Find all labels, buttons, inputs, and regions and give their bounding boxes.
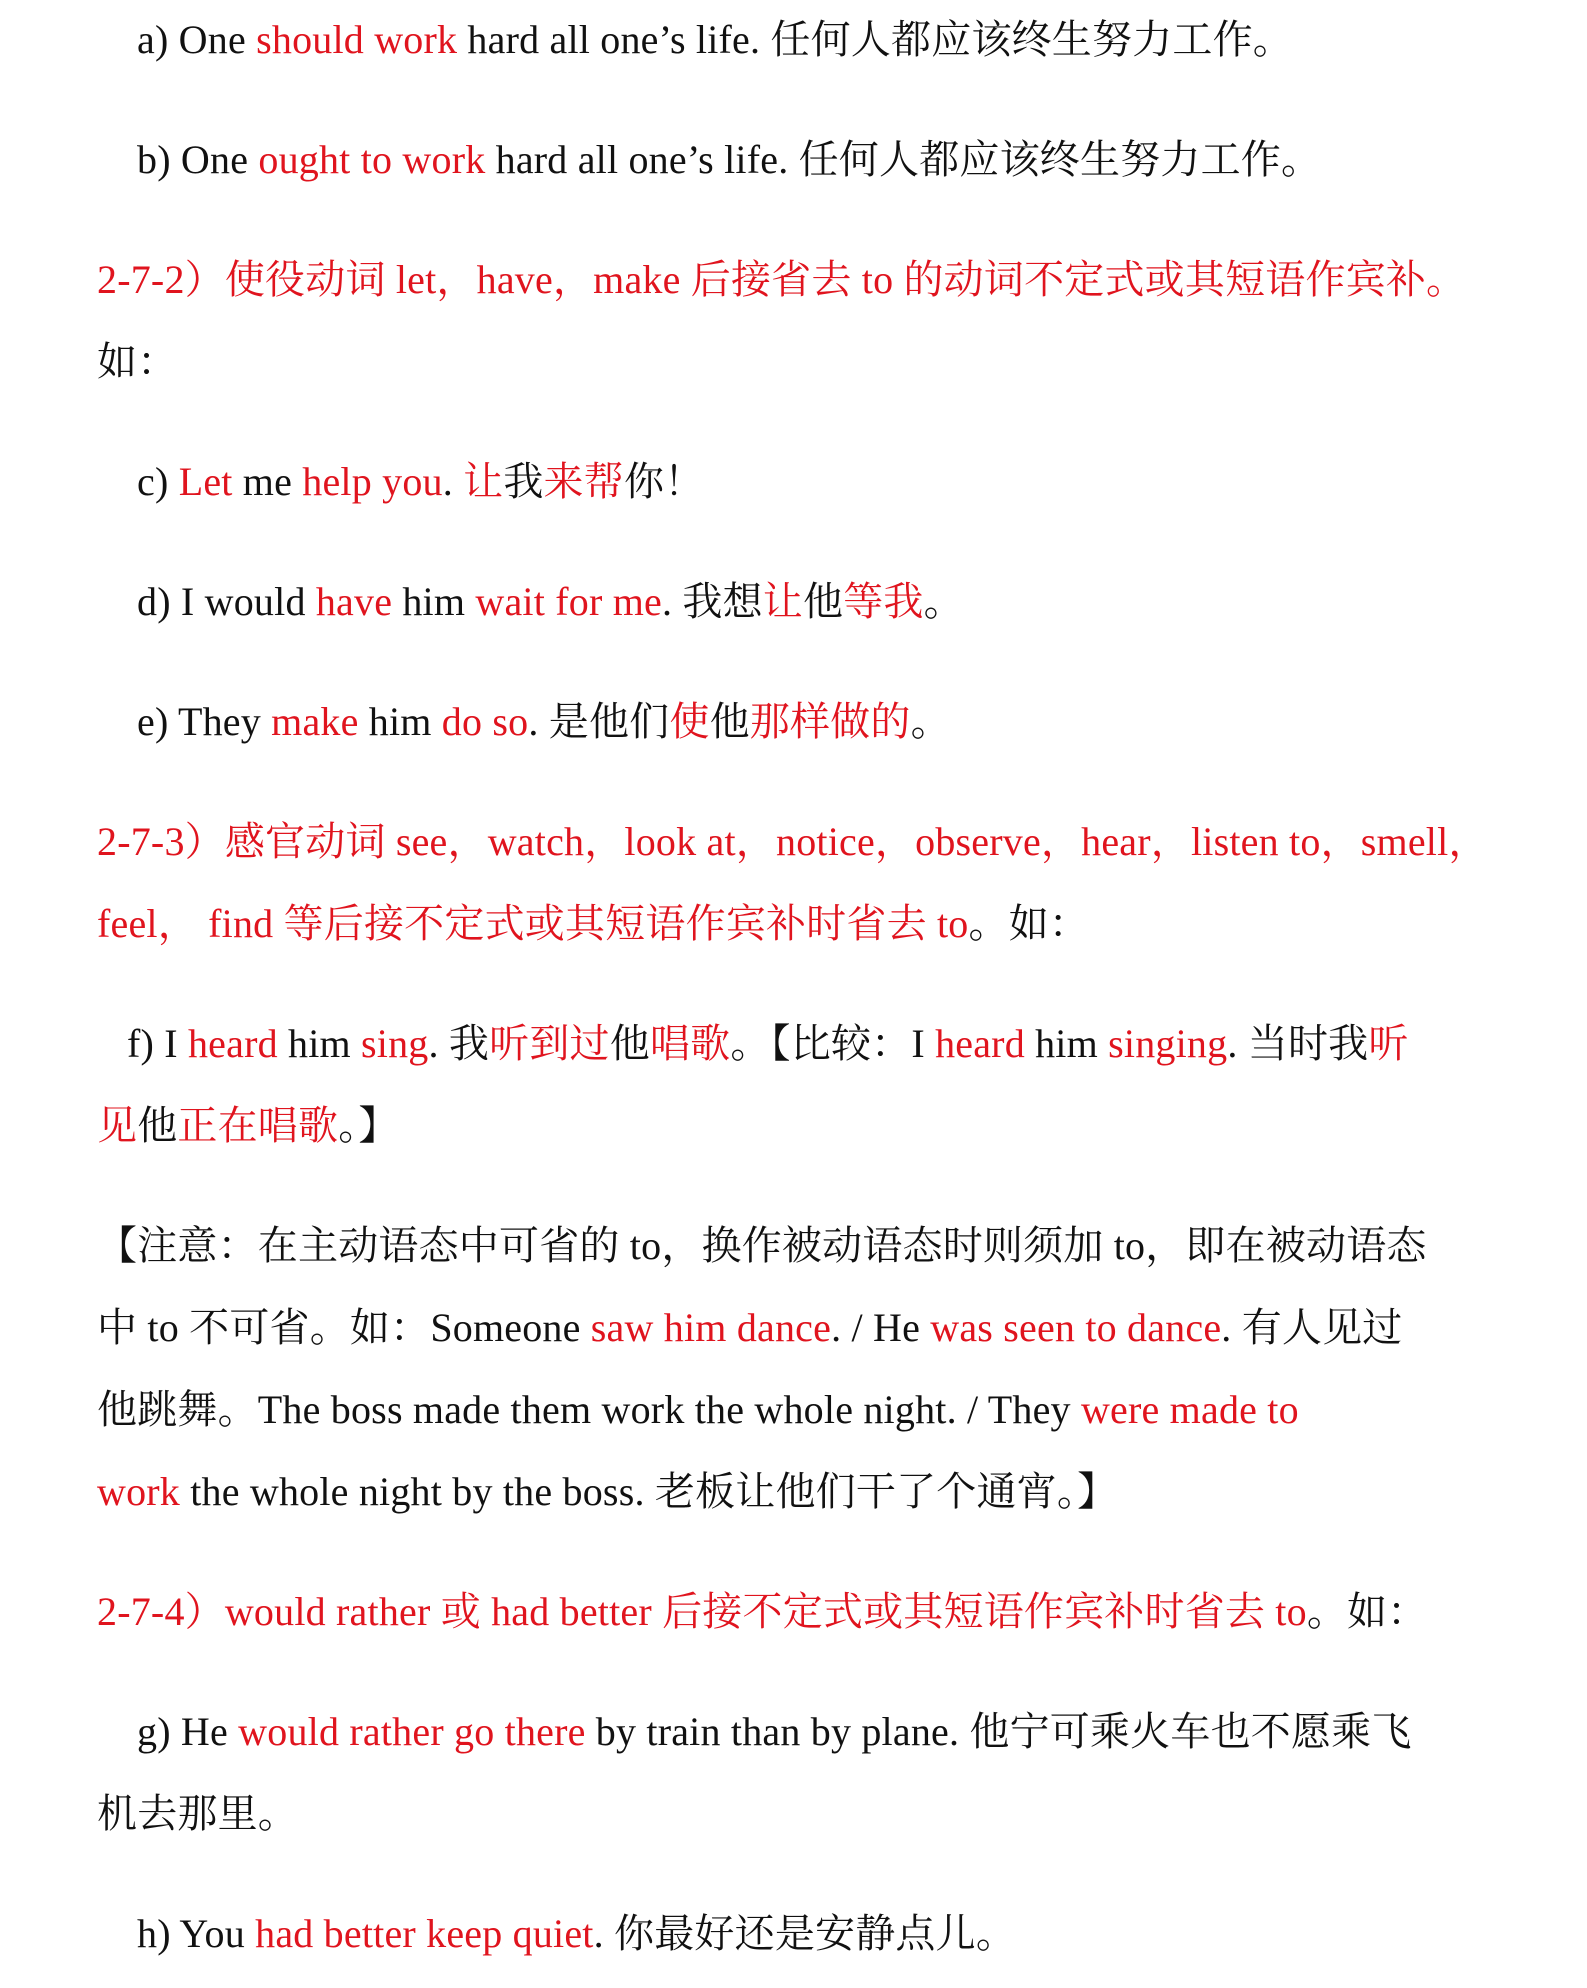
highlighted-text: 见 <box>97 1103 138 1148</box>
plain-text: 。 <box>910 699 951 744</box>
plain-text: . <box>442 459 464 504</box>
plain-text: ！ <box>664 459 705 504</box>
plain-text: . 我想 <box>661 579 763 624</box>
example-f <box>127 1018 1409 1070</box>
highlighted-text: heard <box>187 1021 278 1066</box>
plain-text: e) They <box>137 699 272 744</box>
example-b <box>137 134 1321 186</box>
plain-text: h) You <box>137 1911 256 1956</box>
plain-text: 。】 <box>338 1103 399 1148</box>
rule-2-7-2 <box>97 254 1466 306</box>
plain-text: 。如： <box>968 901 1090 946</box>
plain-text: him <box>1024 1021 1109 1066</box>
highlighted-text: 使 <box>669 699 710 744</box>
highlighted-text: should work <box>256 17 458 62</box>
highlighted-text: 来帮 <box>543 459 624 504</box>
highlighted-text: make <box>271 699 359 744</box>
highlighted-text: 让 <box>762 579 803 624</box>
note-line-4 <box>97 1466 1117 1518</box>
plain-text: c) <box>137 459 179 504</box>
plain-text: d) I would <box>137 579 316 624</box>
plain-text: 。【比较：I <box>730 1021 936 1066</box>
plain-text: me <box>232 459 303 504</box>
rule-2-7-3 <box>97 816 1489 868</box>
plain-text: 他 <box>802 579 844 624</box>
plain-text: by train than by plane. 他宁可乘火车也不愿乘飞 <box>585 1709 1412 1754</box>
highlighted-text: 那样做的 <box>749 699 911 744</box>
highlighted-text: do so <box>441 699 529 744</box>
rule-2-7-4 <box>97 1586 1427 1638</box>
plain-text: 他 <box>137 1103 178 1148</box>
highlighted-text: had better keep quiet <box>255 1911 594 1956</box>
plain-text: g) He <box>137 1709 239 1754</box>
plain-text: 我 <box>503 459 544 504</box>
note-line-3 <box>97 1384 1299 1436</box>
highlighted-text: heard <box>935 1021 1025 1066</box>
highlighted-text: feel， find 等后接不定式或其短语作宾补时省去 to <box>97 901 969 946</box>
plain-text: . 是他们 <box>528 699 670 744</box>
highlighted-text: singing <box>1108 1021 1228 1066</box>
plain-text: the whole night by the boss. 老板让他们干了个通宵。】 <box>180 1469 1118 1514</box>
example-d <box>137 576 964 628</box>
plain-text: him <box>277 1021 362 1066</box>
plain-text: . 有人见过 <box>1221 1305 1403 1350</box>
example-g-continuation <box>97 1788 298 1840</box>
plain-text: him <box>392 579 476 624</box>
plain-text: a) One <box>137 17 257 62</box>
plain-text: 【注意：在主动语态中可省的 to，换作被动语态时则须加 to，即在被动语态 <box>97 1223 1427 1268</box>
example-e <box>137 696 951 748</box>
highlighted-text: was seen to dance <box>930 1305 1222 1350</box>
plain-text: b) One <box>137 137 259 182</box>
plain-text: hard all one’s life. 任何人都应该终生努力工作。 <box>457 17 1294 62</box>
example-f-continuation <box>97 1100 399 1152</box>
plain-text: . 当时我 <box>1227 1021 1369 1066</box>
plain-text: 他 <box>609 1021 650 1066</box>
highlighted-text: 让 <box>463 459 504 504</box>
highlighted-text: Let <box>178 459 233 504</box>
plain-text: . 你最好还是安静点儿。 <box>593 1911 1017 1956</box>
plain-text: 机去那里。 <box>97 1791 298 1836</box>
highlighted-text: sing <box>361 1021 429 1066</box>
highlighted-text: 2-7-3）感官动词 see，watch，look at，notice，observe，hear，listen to，smell， <box>97 819 1489 864</box>
plain-text: 如： <box>97 339 178 384</box>
highlighted-text: would rather go there <box>238 1709 586 1754</box>
highlighted-text: saw him dance <box>590 1305 832 1350</box>
plain-text: . 我 <box>428 1021 490 1066</box>
plain-text: f) I <box>127 1021 188 1066</box>
example-h <box>137 1908 1016 1960</box>
highlighted-text: were made to <box>1080 1387 1299 1432</box>
highlighted-text: help you <box>302 459 443 504</box>
note-line-1 <box>97 1220 1427 1272</box>
highlighted-text: 唱歌 <box>649 1021 731 1066</box>
highlighted-text: wait for me <box>475 579 662 624</box>
highlighted-text: ought to work <box>258 137 486 182</box>
highlighted-text: 2-7-4）would rather 或 had better 后接不定式或其短语作宾补时省去 to <box>97 1589 1307 1634</box>
plain-text: 他跳舞。The boss made them work the whole night. / They <box>97 1387 1081 1432</box>
highlighted-text: 等我 <box>843 579 924 624</box>
example-a <box>137 14 1293 66</box>
highlighted-text: have <box>315 579 393 624</box>
rule-2-7-3-continuation <box>97 898 1089 950</box>
rule-2-7-2-continuation <box>97 336 177 388</box>
example-c <box>137 456 704 508</box>
plain-text: him <box>358 699 442 744</box>
highlighted-text: 正在唱歌 <box>177 1103 339 1148</box>
plain-text: 。 <box>923 579 964 624</box>
highlighted-text: 听到过 <box>489 1021 610 1066</box>
highlighted-text: 听 <box>1368 1021 1409 1066</box>
example-g <box>137 1706 1412 1758</box>
plain-text: hard all one’s life. 任何人都应该终生努力工作。 <box>485 137 1322 182</box>
plain-text: 他 <box>709 699 750 744</box>
plain-text: . / He <box>831 1305 931 1350</box>
highlighted-text: 2-7-2）使役动词 let，have，make 后接省去 to 的动词不定式或其短语作宾补。 <box>97 257 1467 302</box>
highlighted-text: work <box>97 1469 181 1514</box>
plain-text: 你 <box>623 459 665 504</box>
note-line-2 <box>97 1302 1403 1354</box>
plain-text: 。如： <box>1306 1589 1428 1634</box>
plain-text: 中 to 不可省。如：Someone <box>97 1305 591 1350</box>
